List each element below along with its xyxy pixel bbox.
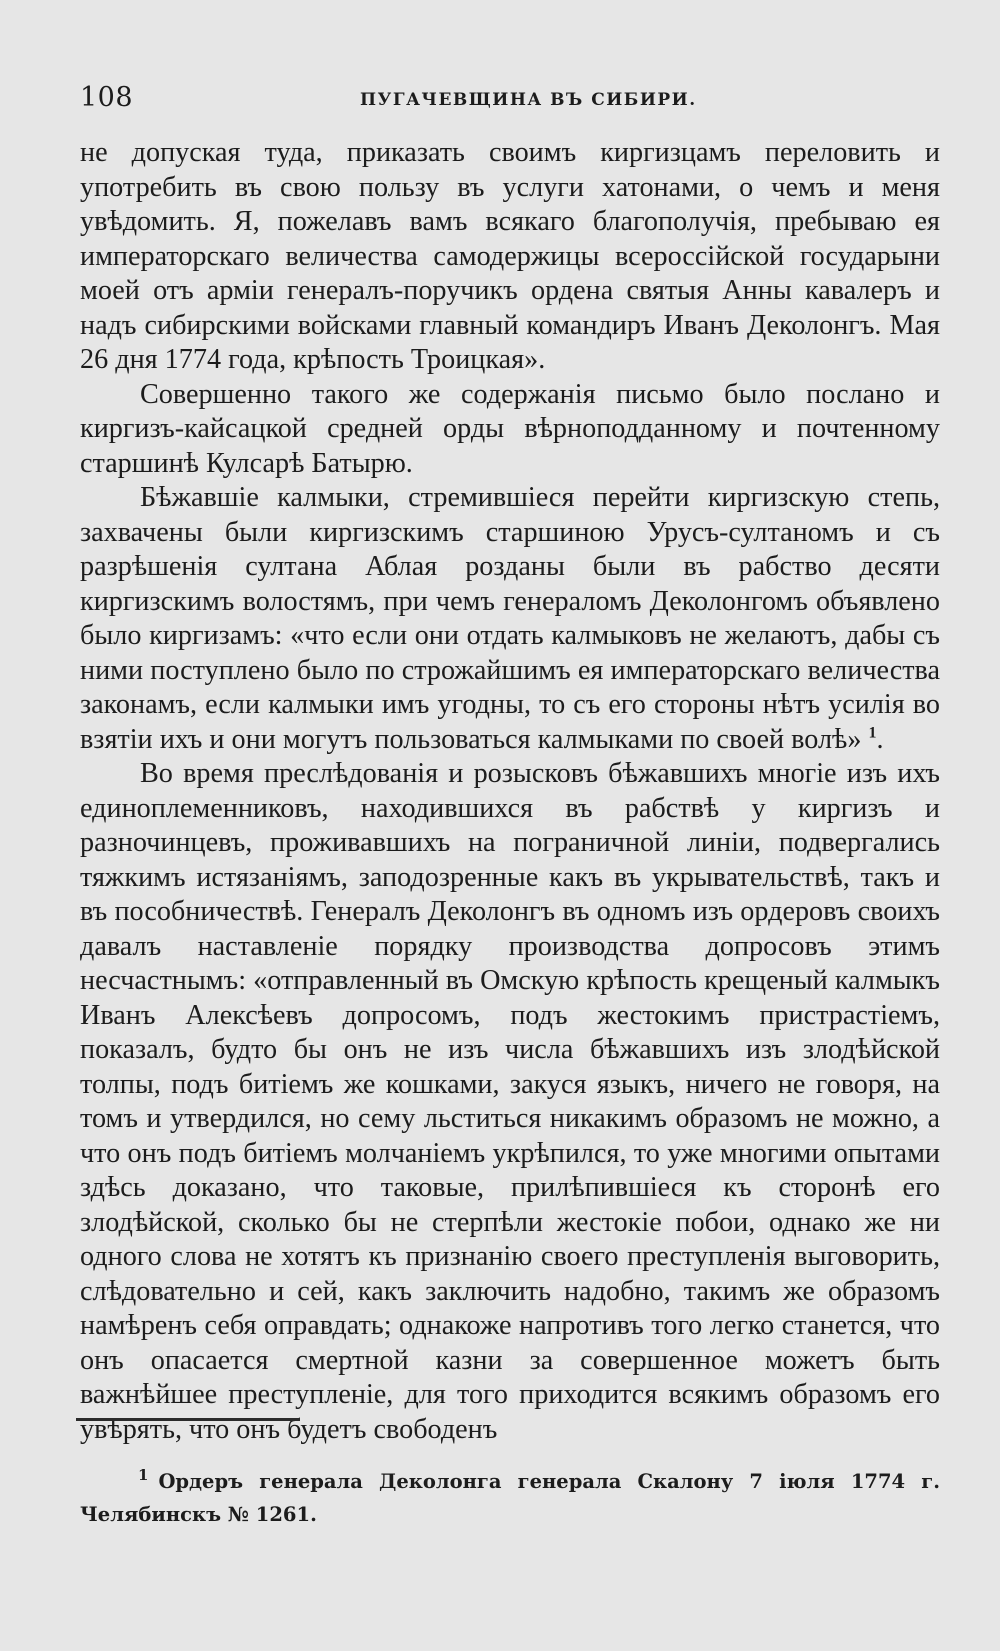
body-text [80,136,940,1447]
footnote [80,1466,940,1531]
paragraph: Во время преслѣдованія и розысковъ бѣжавшихъ многіе изъ ихъ единоплеменниковъ, находившихся въ рабствѣ у киргизъ и разночинцевъ, проживавшихъ на пограничной линіи, подвергались тяжкимъ истязаніямъ, заподозренные какъ въ укрывательствѣ, такъ и въ пособничествѣ. Генералъ Деколонгъ въ одномъ изъ ордеровъ своихъ давалъ наставленіе порядку производства допросовъ этимъ несчастнымъ: «отправленный въ Омскую крѣпость крещеный калмыкъ Иванъ Алексѣевъ допросомъ, подъ жестокимъ пристрастіемъ, показалъ, будто бы онъ не изъ числа бѣжавшихъ изъ злодѣйской толпы, подъ битіемъ же кошками, закуся языкъ, ничего не говоря, на томъ и утвердился, но сему льститься никакимъ образомъ не можно, а что онъ подъ битіемъ молчаніемъ укрѣпился, то уже многими опытами здѣсь доказано, что таковые, прилѣпившіеся къ сторонѣ его злодѣйской, сколько бы не стерпѣли жестокіе побои, однако же ни одного слова не хотятъ къ признанію своего преступленія выговорить, слѣдовательно и сей, какъ заключить надобно, такимъ же образомъ намѣренъ себя оправдать; однакоже напротивъ того легко станется, что онъ опасается смертной казни за совершенное можетъ быть важнѣйшее преступленіе, для того приходится всякимъ образомъ его увѣрять, что онъ будетъ свободенъ [80,758,940,1445]
footnote-reference: 1 [868,724,877,742]
paragraph-text: Бѣжавшіе калмыки, стремившіеся перейти киргизскую степь, захвачены были киргизскимъ старшиною Урусъ-султаномъ и съ разрѣшенія султана Аблая розданы были въ рабство десяти киргизскимъ волостямъ, при чемъ генераломъ Деколонгомъ объявлено было киргизамъ: «что если они отдать калмыковъ не желаютъ, дабы съ ними поступлено было по строжайшимъ ея императорскаго величества законамъ, если калмыки имъ угодны, то съ его стороны нѣтъ усилія во взятіи ихъ и они могутъ пользоваться калмыками по своей волѣ» [80,482,940,755]
footnote-divider [76,1418,300,1421]
footnote-text: Ордеръ генерала Деколонга генерала Скалону 7 іюля 1774 г. Челябинскъ № 1261. [80,1470,940,1526]
footnote-mark: 1 [138,1466,149,1484]
page-number: 108 [80,82,134,113]
running-title: ПУГАЧЕВЩИНА ВЪ СИБИРИ. [360,90,697,110]
page-header [80,82,940,122]
paragraph: Бѣжавшіе калмыки, стремившіеся перейти киргизскую степь, захвачены были киргизскимъ старшиною Урусъ-султаномъ и съ разрѣшенія султана Аблая розданы были въ рабство десяти киргизскимъ волостямъ, при чемъ генераломъ Деколонгомъ объявлено было киргизамъ: «что если они отдать калмыковъ не желаютъ, дабы съ ними поступлено было по строжайшимъ ея императорскаго величества законамъ, если калмыки имъ угодны, то съ его стороны нѣтъ усилія во взятіи ихъ и они могутъ пользоваться калмыками по своей волѣ» $^1$. [80,482,940,755]
paragraph-continuation: не допуская туда, приказать своимъ киргизцамъ переловить и употребить въ свою пользу въ услуги хатонами, о чемъ и меня увѣдомить. Я, пожелавъ вамъ всякаго благополучія, пребываю ея императорскаго величества самодержицы всероссійской государыни моей отъ арміи генералъ-поручикъ ордена святыя Анны кавалеръ и надъ сибирскими войсками главный командиръ Иванъ Деколонгъ. Мая 26 дня 1774 года, крѣпость Троицкая». [80,137,940,375]
paragraph: Совершенно такого же содержанія письмо было послано и киргизъ-кайсацкой средней орды вѣрноподданному и почтенному старшинѣ Кулсарѣ Батырю. [80,378,940,479]
